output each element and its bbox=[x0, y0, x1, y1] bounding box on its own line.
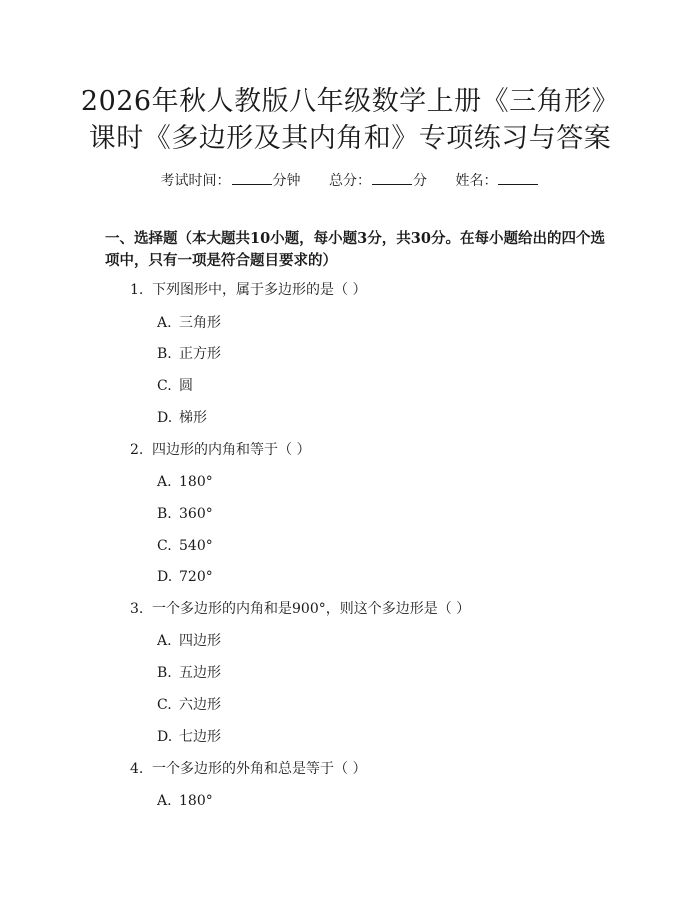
option-letter: B. bbox=[157, 665, 172, 681]
exam-time-unit: 分钟 bbox=[272, 173, 301, 189]
exam-score-label: 总分： bbox=[329, 173, 371, 189]
option-letter: A. bbox=[157, 315, 172, 331]
option-text: 四边形 bbox=[179, 633, 221, 649]
option-2a bbox=[157, 472, 213, 492]
question-number: 1. bbox=[130, 282, 144, 298]
option-text: 圆 bbox=[179, 378, 193, 394]
exam-score-unit: 分 bbox=[413, 173, 427, 189]
question-2 bbox=[130, 440, 310, 460]
exam-time-blank bbox=[232, 170, 272, 185]
option-letter: C. bbox=[157, 378, 172, 394]
exam-score bbox=[329, 170, 427, 191]
option-letter: A. bbox=[157, 474, 172, 490]
option-text: 180° bbox=[179, 793, 213, 809]
exam-name-blank bbox=[498, 170, 538, 185]
option-text: 正方形 bbox=[179, 346, 221, 362]
option-letter: B. bbox=[157, 346, 172, 362]
option-3d bbox=[157, 727, 221, 747]
option-3c bbox=[157, 695, 221, 715]
option-4a bbox=[157, 791, 213, 811]
option-letter: D. bbox=[157, 569, 173, 585]
option-3a bbox=[157, 631, 221, 651]
question-number: 4. bbox=[130, 761, 144, 777]
question-text: 一个多边形的内角和是900°，则这个多边形是（ ） bbox=[152, 601, 471, 617]
option-1c bbox=[157, 376, 193, 396]
option-letter: C. bbox=[157, 538, 172, 554]
option-2c bbox=[157, 536, 213, 556]
option-letter: B. bbox=[157, 506, 172, 522]
exam-name bbox=[455, 170, 539, 191]
option-text: 540° bbox=[179, 538, 213, 554]
option-text: 梯形 bbox=[179, 410, 207, 426]
option-3b bbox=[157, 663, 221, 683]
option-text: 三角形 bbox=[179, 315, 221, 331]
exam-name-label: 姓名： bbox=[455, 173, 498, 189]
question-number: 3. bbox=[130, 601, 144, 617]
question-3 bbox=[130, 599, 470, 619]
question-text: 四边形的内角和等于（ ） bbox=[152, 442, 311, 458]
section-heading: 一、选择题（本大题共10小题，每小题3分，共30分。在每小题给出的四个选项中，只有一项是符合题目要求的） bbox=[105, 230, 605, 269]
option-2d bbox=[157, 567, 213, 587]
question-number: 2. bbox=[130, 442, 144, 458]
exam-score-blank bbox=[372, 170, 412, 185]
document-title-line1: 2026年秋人教版八年级数学上册《三角形》 bbox=[80, 86, 620, 117]
exam-time-label: 考试时间： bbox=[160, 173, 231, 189]
exam-time bbox=[161, 170, 301, 191]
option-text: 360° bbox=[179, 506, 213, 522]
exam-info bbox=[0, 170, 700, 191]
question-1 bbox=[130, 280, 366, 300]
question-text: 一个多边形的外角和总是等于（ ） bbox=[152, 761, 367, 777]
option-letter: D. bbox=[157, 729, 173, 745]
option-letter: A. bbox=[157, 793, 172, 809]
question-text: 下列图形中，属于多边形的是（ ） bbox=[152, 282, 367, 298]
option-text: 720° bbox=[179, 569, 213, 585]
option-text: 六边形 bbox=[179, 697, 221, 713]
option-letter: D. bbox=[157, 410, 173, 426]
option-1d bbox=[157, 408, 207, 428]
option-letter: A. bbox=[157, 633, 172, 649]
option-text: 180° bbox=[179, 474, 213, 490]
option-1a bbox=[157, 313, 221, 333]
option-text: 五边形 bbox=[179, 665, 221, 681]
option-text: 七边形 bbox=[179, 729, 221, 745]
option-2b bbox=[157, 504, 213, 524]
option-letter: C. bbox=[157, 697, 172, 713]
option-1b bbox=[157, 344, 221, 364]
question-4 bbox=[130, 759, 366, 779]
document-title-line2: 课时《多边形及其内角和》专项练习与答案 bbox=[88, 123, 612, 154]
